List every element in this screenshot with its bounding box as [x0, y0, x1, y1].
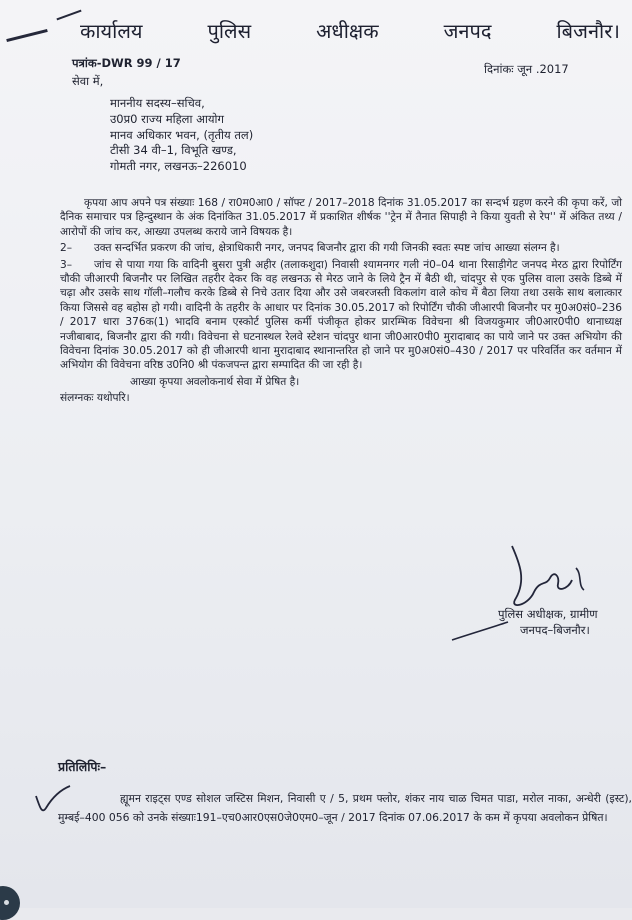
address-line: माननीय सदस्य–सचिव, [110, 96, 205, 110]
paragraph-3-text: जांच से पाया गया कि वादिनी बुसरा पुत्री अहीर (तलाकशुदा) निवासी श्यामनगर गली नं0–04 थाना रिसाड़ीगेट जनपद मेरठ द्वारा रिपोर्टिंग चौकी जीआरपी बिजनौर पर लिखित तहरीर देकर कि वह लखनऊ से मेरठ जाने के लिये ट्रैन में बैठी थी, चांदपुर से एक पुलिस वाला उसके डिब्बे में चढ़ा और उसके साथ गॉली–गलौच करके डिब्बे से निचे उतार दिया और उसे जबरजस्ती विकलांग वाले कोच में बैठा लिया तथा उसके साथ बलात्कार किया जिससे वह बहोस हो गयी। वादिनी के तहरीर के आधार पर दिनांक 30.05.2017 को रिपोर्टिंग चौकी जीआरपी बिजनौर पर मु0अ0सं0–236 / 2017 धारा 376क(1) भादवि बनाम एस्कोर्ट पुलिस कर्मी पंजीकृत होकर प्रारम्भिक विवेचना श्री विजयकुमार जी0आर0पी0 थानाध्यक्ष नजीबाबाद, बिजनौर द्वारा की गयी। विवेचना से घटनास्थल रेलवे स्टेशन चांदपुर थाना जी0आर0पी0 मुरादाबाद का पाये जाने पर उक्त अभियोग की विवेचना दिनांक 30.05.2017 को ही जीआरपी थाना मुरादाबाद स्थानान्तरित हो जाने पर मु0अ0सं0–430 / 2017 पर परिवर्तित कर वर्तमान में अभियोग की विवेचना वरिष्ठ उ0नि0 श्री पंकजपन्त द्वारा सम्पादित की जा रही है। [60, 258, 622, 372]
letterhead-dept: पुलिस [207, 18, 252, 43]
letter-body [60, 196, 622, 408]
signatory-title: पुलिस अधीक्षक, ग्रामीण [498, 607, 598, 621]
copy-to-text: ह्यूमन राइट्स एण्ड सोशल जस्टिस मिशन, निवासी ए / 5, प्रथम फ्लोर, शंकर नाय चाळ चिमत पाडा, मरोल नाका, अन्धेरी (इस्ट), मुम्बई–400 056 को उनके संख्याः191–एच0आर0एस0जे0एम0–जून / 2017 दिनांक 07.06.2017 के कम में कृपया अवलोकन प्रेषित। [58, 792, 632, 824]
pen-mark [6, 29, 47, 42]
salutation: सेवा में, [72, 74, 104, 88]
paragraph-2-text: उक्त सन्दर्भित प्रकरण की जांच, क्षेत्राधिकारी नगर, जनपद बिजनौर द्वारा की गयी जिनकी स्वतः स्पष्ट जांच आख्या संलग्न है। [94, 242, 560, 255]
paragraph-number: 2– [60, 242, 73, 255]
letter-date: दिनांकः जून .2017 [484, 62, 569, 76]
address-line: उ0प्र0 राज्य महिला आयोग [110, 111, 224, 126]
copy-to-heading: प्रतिलिपिः– [58, 759, 107, 774]
paragraph-1: कृपया आप अपने पत्र संख्याः 168 / रा0म0आ0 / सॉफ्ट / 2017–2018 दिनांक 31.05.2017 का सन्दर्भ ग्रहण करने की कृपा करें, जो दैनिक समाचार पत्र हिन्दुस्थान के अंक दिनांकित 31.05.2017 में प्रकाशित शीर्षक ''ट्रेन में तैनात सिपाही ने किया युवती से रेप'' में अंकित तथ्य / आरोपों की जांच कर, आख्या उपलब्ध कराये जाने विषयक है। [60, 197, 622, 238]
closing-line: आख्या कृपया अवलोकनार्थ सेवा में प्रेषित है। [130, 375, 300, 388]
letterhead-district: बिजनौर। [556, 18, 620, 43]
recipient-address [110, 96, 253, 175]
copy-to-body [58, 789, 632, 827]
corner-shadow [0, 886, 20, 920]
letterhead-office: कार्यालय [80, 18, 143, 43]
paragraph-number: 3– [60, 258, 73, 271]
signatory-district: जनपद–बिजनौर। [520, 623, 590, 637]
paragraph-2 [60, 241, 622, 255]
letterhead-designation: अधीक्षक [316, 18, 379, 43]
paragraph-3 [60, 258, 622, 373]
letterhead-district-label: जनपद [443, 18, 492, 43]
pen-mark [56, 10, 81, 21]
corner-dot [4, 900, 9, 905]
enclosure-line: संलग्नकः यथोपरि। [60, 392, 130, 405]
letterhead [80, 10, 620, 50]
address-line: गोमती नगर, लखनऊ–226010 [110, 159, 247, 174]
letter-number: पत्रांक-DWR 99 / 17 [72, 56, 181, 70]
address-line: मानव अधिकार भवन, (तृतीय तल) [110, 127, 254, 142]
address-line: टीसी 34 वी–1, विभूति खण्ड, [110, 143, 237, 158]
signature-block [498, 606, 598, 638]
